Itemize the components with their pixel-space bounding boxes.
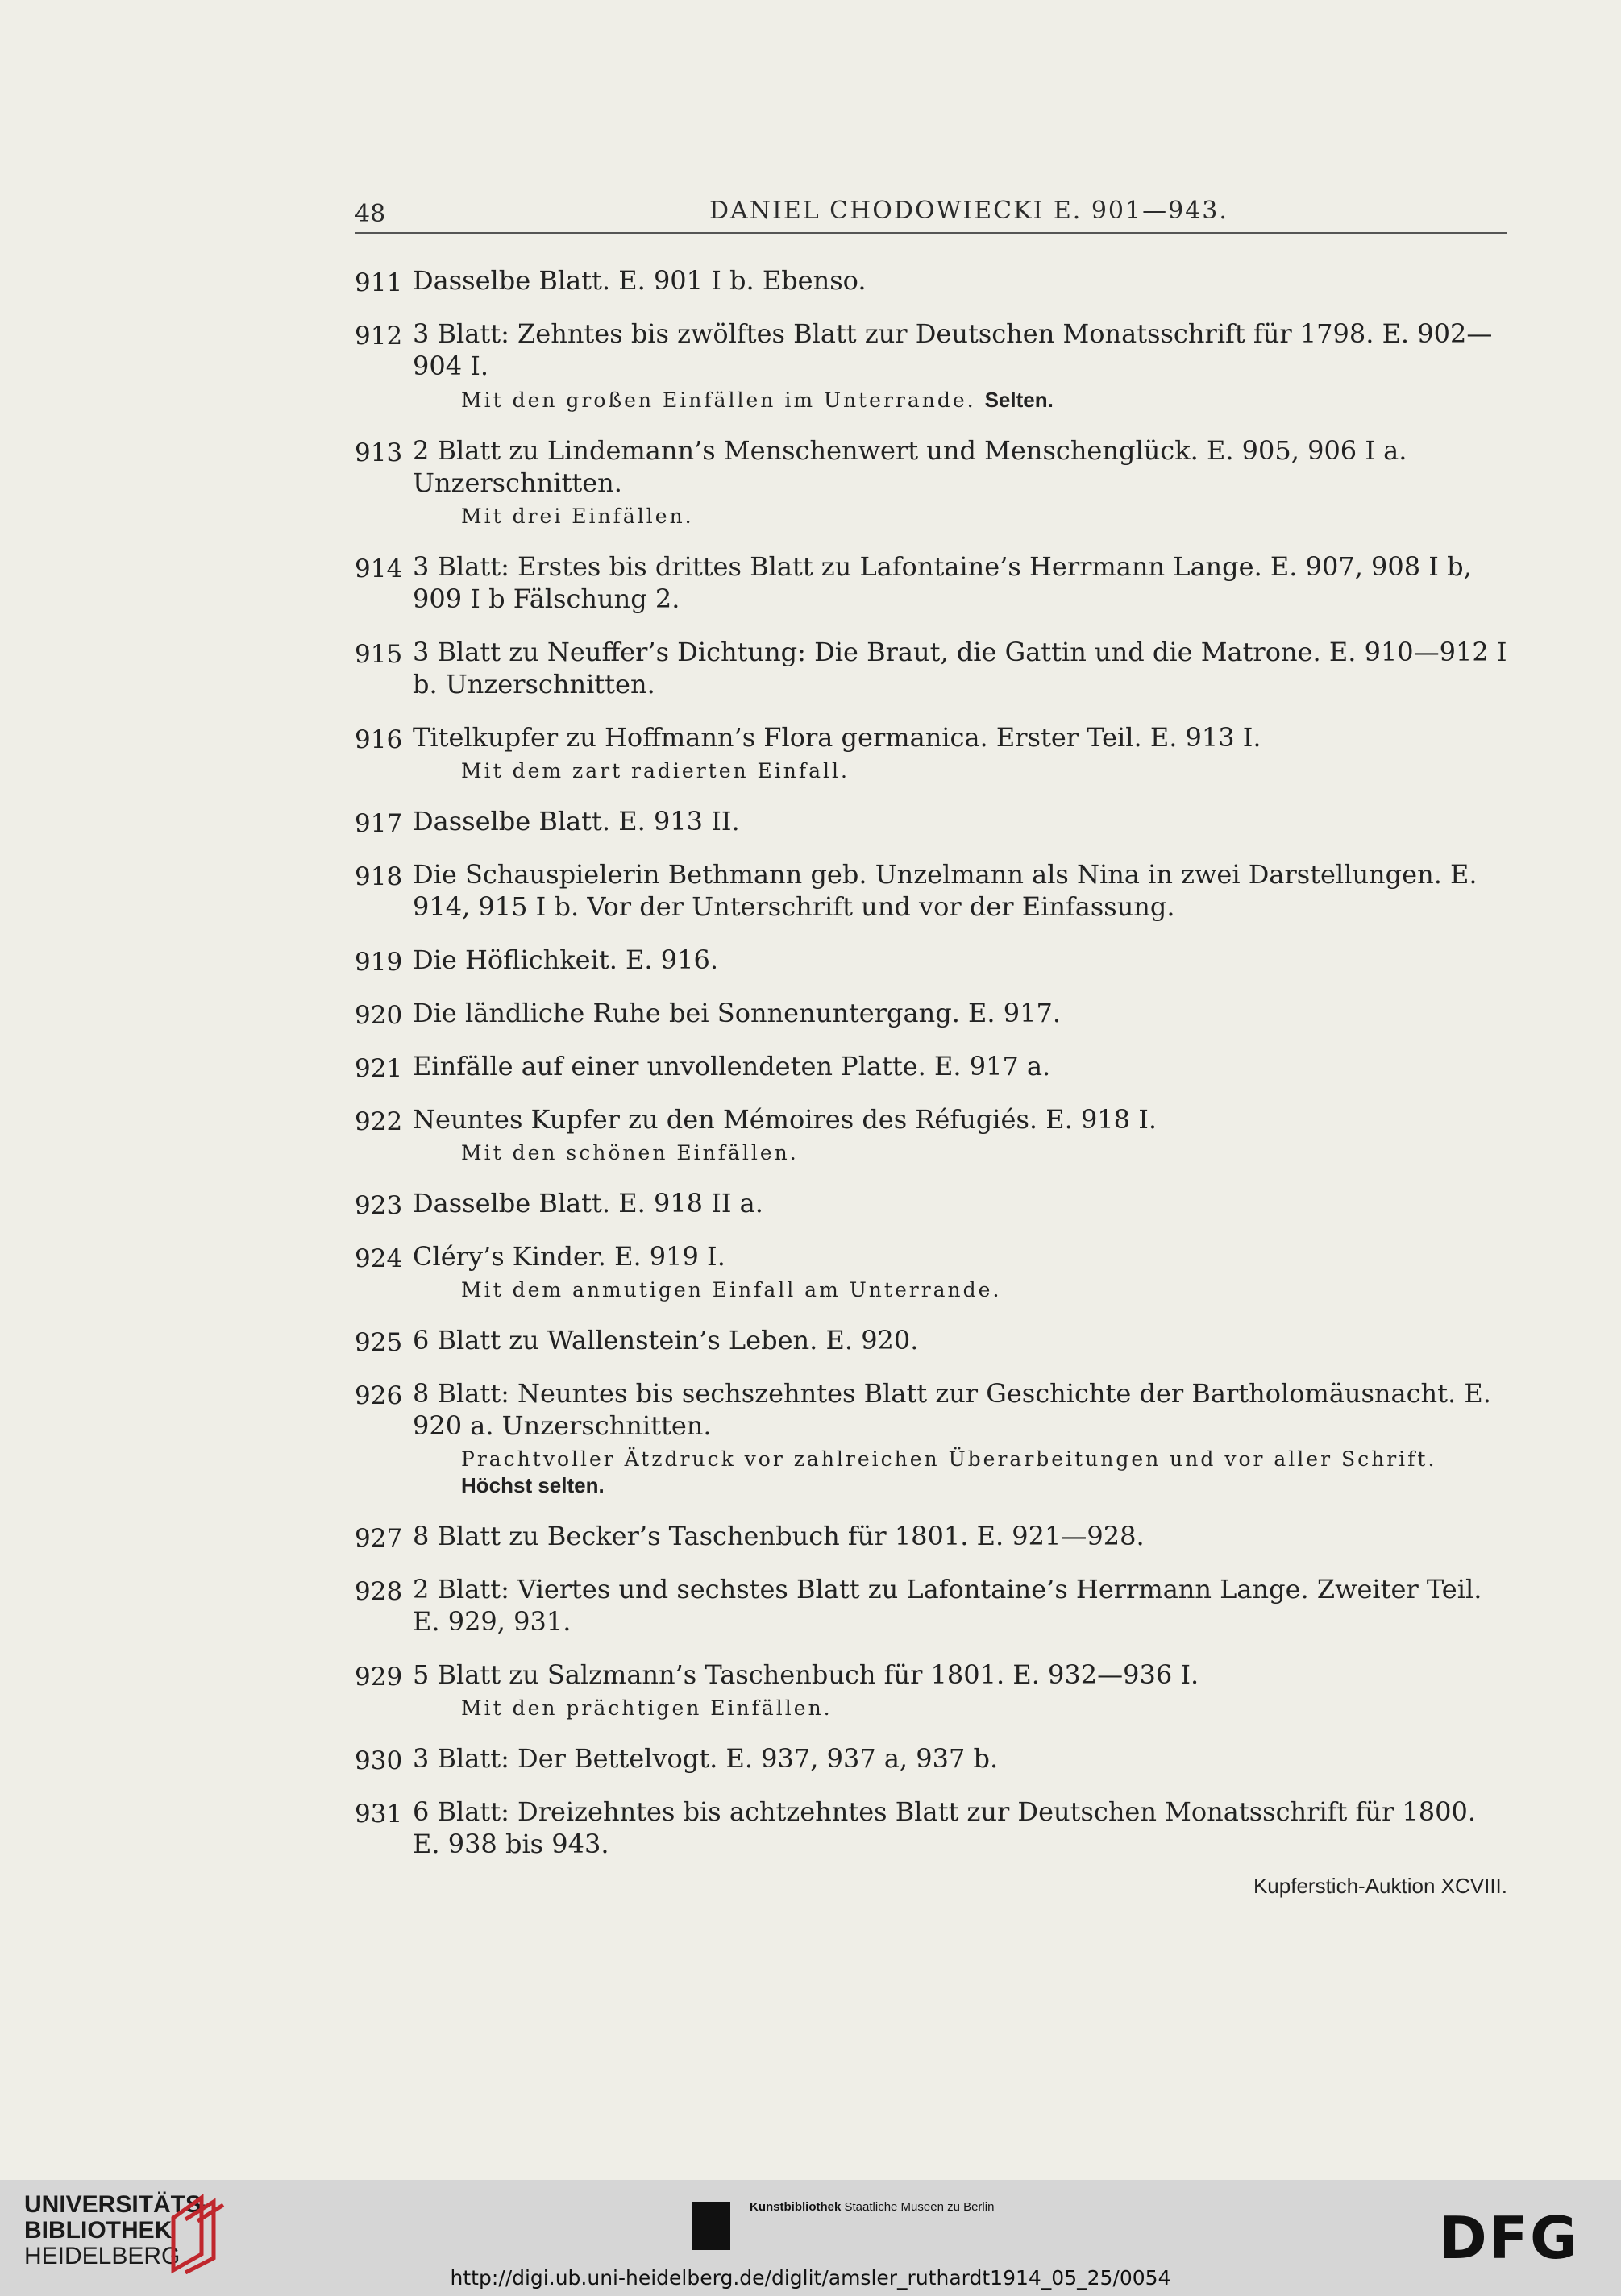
entry-text: 3 Blatt zu Neuffer’s Dichtung: Die Braut, die Gattin und die Matrone. E. 910—912 I b. Unzerschnitten. xyxy=(413,637,1507,700)
entry-number: 930 xyxy=(355,1746,403,1775)
entry-number: 925 xyxy=(355,1328,403,1357)
kb-line-1: Kunstbibliothek xyxy=(750,2200,842,2214)
catalogue-entry xyxy=(355,858,1507,923)
entry-text: 6 Blatt zu Wallenstein’s Leben. E. 920. xyxy=(413,1325,919,1356)
entry-number: 929 xyxy=(355,1663,403,1692)
catalogue-entry xyxy=(355,550,1507,615)
entry-note xyxy=(461,1277,1507,1303)
entry-number: 923 xyxy=(355,1191,403,1220)
entry-number: 911 xyxy=(355,268,403,297)
entry-note-text: Mit dem zart radierten Einfall. xyxy=(461,759,850,783)
entry-text: Die Höflichkeit. E. 916. xyxy=(413,945,718,975)
entry-note xyxy=(461,1696,1507,1721)
entry-number: 913 xyxy=(355,438,403,467)
catalogue-entry xyxy=(355,1659,1507,1721)
entry-note xyxy=(461,504,1507,529)
entry-text: 2 Blatt: Viertes und sechstes Blatt zu Lafontaine’s Herrmann Lange. Zweiter Teil. E. 929, 931. xyxy=(413,1574,1482,1637)
auction-footer-note: Kupferstich-Auktion XCVIII. xyxy=(1253,1874,1507,1898)
entry-text: Neuntes Kupfer zu den Mémoires des Réfugiés. E. 918 I. xyxy=(413,1104,1157,1135)
entry-text: Die ländliche Ruhe bei Sonnenuntergang. E. 917. xyxy=(413,998,1061,1028)
entry-note-emphasis: Höchst selten. xyxy=(461,1473,605,1497)
catalogue-entry xyxy=(355,1377,1507,1499)
entry-number: 924 xyxy=(355,1244,403,1273)
entry-text: 5 Blatt zu Salzmann’s Taschenbuch für 1801. E. 932—936 I. xyxy=(413,1659,1199,1690)
kunstbibliothek-emblem-icon[interactable] xyxy=(692,2202,730,2250)
entry-number: 921 xyxy=(355,1054,403,1083)
entry-note xyxy=(461,1447,1507,1499)
entry-note-text: Prachtvoller Ätzdruck vor zahlreichen Überarbeitungen und vor aller Schrift. xyxy=(461,1447,1437,1471)
catalogue-entries xyxy=(355,264,1507,1881)
page-number: 48 xyxy=(355,200,386,228)
entry-text: Dasselbe Blatt. E. 918 II a. xyxy=(413,1188,763,1219)
catalogue-entry xyxy=(355,1324,1507,1356)
entry-number: 928 xyxy=(355,1577,403,1606)
catalogue-entry xyxy=(355,721,1507,784)
entry-number: 931 xyxy=(355,1800,403,1829)
entry-text: 2 Blatt zu Lindemann’s Menschenwert und Menschenglück. E. 905, 906 I a. Unzerschnitten. xyxy=(413,435,1407,498)
entry-number: 927 xyxy=(355,1524,403,1553)
catalogue-entry xyxy=(355,318,1507,413)
catalogue-entry xyxy=(355,264,1507,297)
entry-number: 912 xyxy=(355,322,403,351)
entry-number: 920 xyxy=(355,1001,403,1030)
entry-number: 914 xyxy=(355,554,403,583)
entry-number: 919 xyxy=(355,948,403,977)
uni-line-3: HEIDELBERG xyxy=(24,2243,181,2269)
entry-note xyxy=(461,758,1507,784)
catalogue-entry xyxy=(355,1742,1507,1775)
entry-note-text: Mit den schönen Einfällen. xyxy=(461,1141,799,1165)
uni-line-1: UNIVERSITÄTS- xyxy=(24,2191,210,2218)
entry-note-text: Mit den großen Einfällen im Unterrande. xyxy=(461,388,976,412)
entry-text: 3 Blatt: Der Bettelvogt. E. 937, 937 a, 937 b. xyxy=(413,1743,999,1774)
running-title: DANIEL CHODOWIECKI E. 901—943. xyxy=(709,197,1228,225)
page-url[interactable]: http://digi.ub.uni-heidelberg.de/diglit/amsler_ruthardt1914_05_25/0054 xyxy=(450,2266,1171,2290)
entry-number: 922 xyxy=(355,1107,403,1136)
catalogue-entry xyxy=(355,636,1507,700)
catalogue-entry xyxy=(355,1796,1507,1860)
entry-text: 8 Blatt: Neuntes bis sechszehntes Blatt zur Geschichte der Bartholomäusnacht. E. 920 a. Unzerschnitten. xyxy=(413,1378,1491,1441)
kb-line-2: Staatliche Museen zu Berlin xyxy=(844,2200,995,2214)
entry-text: 3 Blatt: Erstes bis drittes Blatt zu Lafontaine’s Herrmann Lange. E. 907, 908 I b, 909 I b Fälschung 2. xyxy=(413,551,1472,614)
entry-text: Titelkupfer zu Hoffmann’s Flora germanica. Erster Teil. E. 913 I. xyxy=(413,722,1261,753)
running-header xyxy=(355,197,1507,234)
entry-number: 916 xyxy=(355,725,403,754)
entry-number: 915 xyxy=(355,640,403,669)
entry-text: 6 Blatt: Dreizehntes bis achtzehntes Blatt zur Deutschen Monatsschrift für 1800. E. 938 bis 943. xyxy=(413,1796,1477,1859)
catalogue-entry xyxy=(355,1050,1507,1082)
entry-text: Einfälle auf einer unvollendeten Platte. E. 917 a. xyxy=(413,1051,1051,1082)
entry-note xyxy=(461,1140,1507,1166)
entry-note xyxy=(461,387,1507,413)
catalogue-entry xyxy=(355,944,1507,976)
entry-text: Die Schauspielerin Bethmann geb. Unzelmann als Nina in zwei Darstellungen. E. 914, 915 I b. Vor der Unterschrift und vor der Einfassung. xyxy=(413,859,1478,922)
catalogue-entry xyxy=(355,997,1507,1029)
entry-note-emphasis: Selten. xyxy=(984,388,1054,412)
catalogue-entry xyxy=(355,1240,1507,1303)
catalogue-entry xyxy=(355,1103,1507,1166)
entry-note-text: Mit dem anmutigen Einfall am Unterrande. xyxy=(461,1278,1002,1302)
entry-text: Cléry’s Kinder. E. 919 I. xyxy=(413,1241,725,1272)
entry-number: 926 xyxy=(355,1381,403,1410)
entry-number: 918 xyxy=(355,862,403,891)
entry-text: 8 Blatt zu Becker’s Taschenbuch für 1801. E. 921—928. xyxy=(413,1521,1145,1551)
entry-text: Dasselbe Blatt. E. 901 I b. Ebenso. xyxy=(413,265,867,296)
catalogue-entry xyxy=(355,805,1507,837)
entry-text: Dasselbe Blatt. E. 913 II. xyxy=(413,806,740,837)
entry-note-text: Mit den prächtigen Einfällen. xyxy=(461,1696,833,1720)
ub-heidelberg-emblem-icon[interactable] xyxy=(165,2194,226,2274)
dfg-logo[interactable]: DFG xyxy=(1439,2204,1580,2272)
kunstbibliothek-text[interactable] xyxy=(750,2198,994,2216)
catalogue-entry xyxy=(355,1520,1507,1552)
catalogue-entry xyxy=(355,434,1507,529)
entry-note-text: Mit drei Einfällen. xyxy=(461,504,694,528)
catalogue-entry xyxy=(355,1573,1507,1638)
uni-line-2: BIBLIOTHEK xyxy=(24,2217,172,2244)
entry-text: 3 Blatt: Zehntes bis zwölftes Blatt zur Deutschen Monatsschrift für 1798. E. 902—904 I. xyxy=(413,318,1493,381)
entry-number: 917 xyxy=(355,809,403,838)
catalogue-entry xyxy=(355,1187,1507,1219)
